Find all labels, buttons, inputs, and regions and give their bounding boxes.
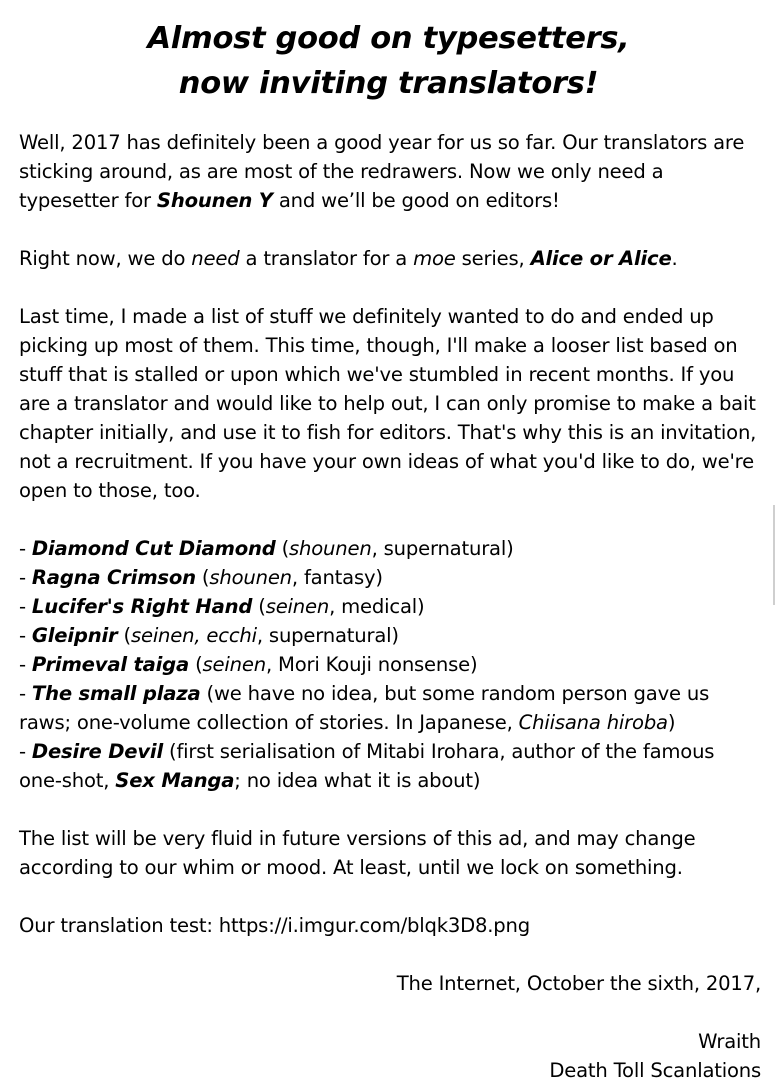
series-sex-manga: Sex Manga — [115, 769, 235, 792]
intro-p2-text-b: a translator for a — [239, 247, 414, 270]
list-item — [19, 563, 761, 592]
series-open: ( — [195, 566, 210, 589]
series-rest: , Mori Kouji nonsense) — [265, 653, 478, 676]
intro-paragraph-3: Last time, I made a list of stuff we definitely wanted to do and ended up picking up most of them. This time, though, I'll make a looser list based on stuff that is stalled or upon which we've stumbled in recent months. If you are a translator and would like to help out, I can only promise to make a bait chapter initially, and use it to fish for editors. That's why this is an invitation, not a recruitment. If you have your own ideas of what you'd like to do, we're open to those, too. — [19, 305, 757, 502]
series-open: (first serialisation of Mitabi Irohara, author of the famous one-shot, — [19, 740, 715, 792]
series-open: ( — [252, 595, 266, 618]
intro-paragraph-2 — [19, 244, 761, 273]
series-genre: shounen — [289, 537, 372, 560]
series-open: (we have no idea, but some random person gave us raws; one-volume collection of stories. In Japanese, — [19, 682, 710, 734]
document-body — [19, 128, 761, 1085]
closing-paragraph: The list will be very fluid in future versions of this ad, and may change according to our whim or mood. At least, until we lock on something. — [19, 827, 696, 879]
series-rest: , fantasy) — [291, 566, 383, 589]
list-item — [19, 679, 761, 737]
series-rest: , supernatural) — [371, 537, 514, 560]
list-item — [19, 534, 761, 563]
series-open: ( — [189, 653, 203, 676]
title-line-2: now inviting translators! — [178, 66, 599, 101]
series-title: Ragna Crimson — [31, 566, 196, 589]
series-title: Desire Devil — [31, 740, 163, 763]
emphasis-moe: moe — [413, 247, 456, 270]
intro-p2-text-a: Right now, we do — [19, 247, 192, 270]
list-dash: - — [19, 566, 32, 589]
list-item — [19, 621, 761, 650]
series-genre: seinen, ecchi — [130, 624, 257, 647]
series-genre: seinen — [265, 595, 330, 618]
list-dash: - — [19, 653, 32, 676]
intro-p1-text-b: and we’ll be good on editors! — [272, 189, 560, 212]
translation-test-line: Our translation test: https://i.imgur.com/blqk3D8.png — [19, 914, 530, 937]
intro-p2-text-d: . — [671, 247, 678, 270]
list-item — [19, 737, 761, 795]
series-alice-or-alice: Alice or Alice — [530, 247, 672, 270]
series-open: ( — [117, 624, 131, 647]
series-genre: Chiisana hiroba — [518, 711, 668, 734]
page-title — [0, 16, 777, 106]
title-line-1: Almost good on typesetters, — [147, 21, 630, 56]
series-open: ( — [275, 537, 290, 560]
list-dash: - — [19, 595, 32, 618]
list-item — [19, 592, 761, 621]
series-title: Diamond Cut Diamond — [31, 537, 276, 560]
series-list — [19, 534, 761, 795]
series-title: Primeval taiga — [31, 653, 190, 676]
series-rest: ) — [667, 711, 676, 734]
series-title: Gleipnir — [31, 624, 118, 647]
intro-p2-text-c: series, — [455, 247, 531, 270]
series-genre: seinen — [202, 653, 266, 676]
date-line: The Internet, October the sixth, 2017, — [396, 972, 761, 995]
list-dash: - — [19, 624, 32, 647]
series-title: Lucifer's Right Hand — [31, 595, 253, 618]
edge-divider — [773, 505, 775, 605]
list-item — [19, 650, 761, 679]
list-dash: - — [19, 537, 32, 560]
series-rest: , medical) — [329, 595, 425, 618]
group-name: Death Toll Scanlations — [549, 1059, 761, 1082]
signer-name: Wraith — [698, 1030, 761, 1053]
intro-paragraph-1 — [19, 128, 761, 215]
series-rest: , supernatural) — [256, 624, 399, 647]
list-dash: - — [19, 740, 32, 763]
list-dash: - — [19, 682, 32, 705]
emphasis-need: need — [191, 247, 240, 270]
series-title: The small plaza — [31, 682, 201, 705]
series-shounen-y: Shounen Y — [156, 189, 273, 212]
series-rest: ; no idea what it is about) — [234, 769, 481, 792]
intro-p1-text-a: Well, 2017 has definitely been a good year for us so far. Our translators are sticking around, as are most of the redrawers. Now we only need a typesetter for — [19, 131, 745, 212]
series-genre: shounen — [209, 566, 292, 589]
